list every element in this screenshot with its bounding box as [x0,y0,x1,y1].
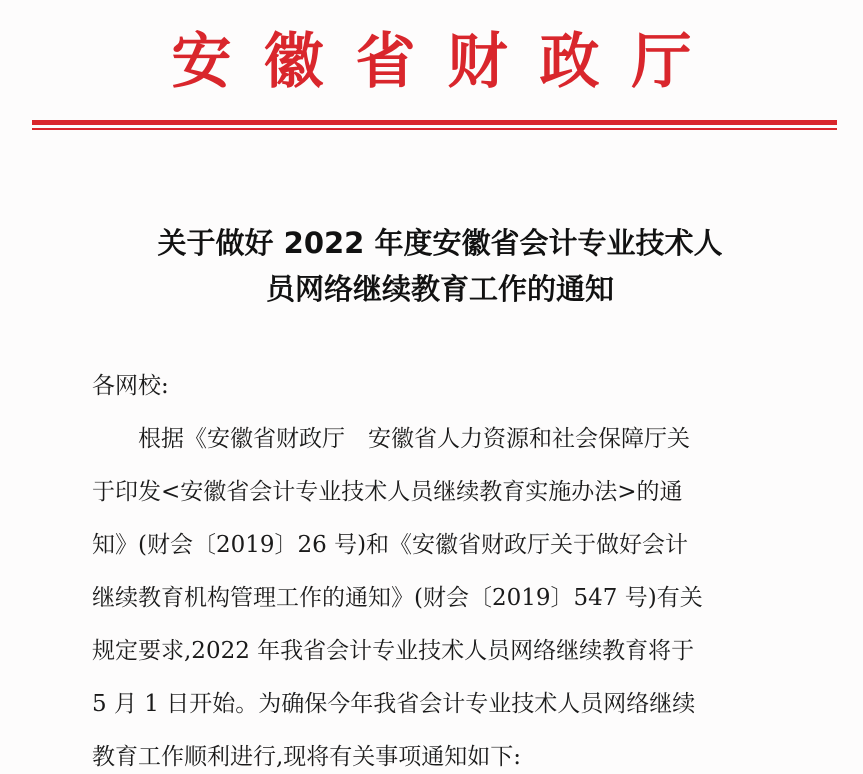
body-line: 教育工作顺利进行,现将有关事项通知如下: [92,744,522,770]
letterhead-rule-thin [32,128,837,130]
body-line: 于印发<安徽省会计专业技术人员继续教育实施办法>的通 [92,479,683,505]
letterhead-rule-thick [32,120,837,125]
body-line: 规定要求,2022 年我省会计专业技术人员网络继续教育将于 [92,638,695,664]
document-body [92,360,812,774]
body-line: 知》(财会〔2019〕26 号)和《安徽省财政厅关于做好会计 [92,532,689,558]
document-title-line: 关于做好 2022 年度安徽省会计专业技术人 [157,226,723,260]
letterhead [0,22,863,102]
document-title-line: 员网络继续教育工作的通知 [265,272,614,306]
letterhead-org-name: 安徽省财政厅 [171,27,724,97]
body-line: 5 月 1 日开始。为确保今年我省会计专业技术人员网络继续 [92,691,696,717]
body-line: 根据《安徽省财政厅 安徽省人力资源和社会保障厅关 [138,426,690,452]
document-title [60,220,820,312]
salutation: 各网校: [92,373,169,399]
body-line: 继续教育机构管理工作的通知》(财会〔2019〕547 号)有关 [92,585,703,611]
